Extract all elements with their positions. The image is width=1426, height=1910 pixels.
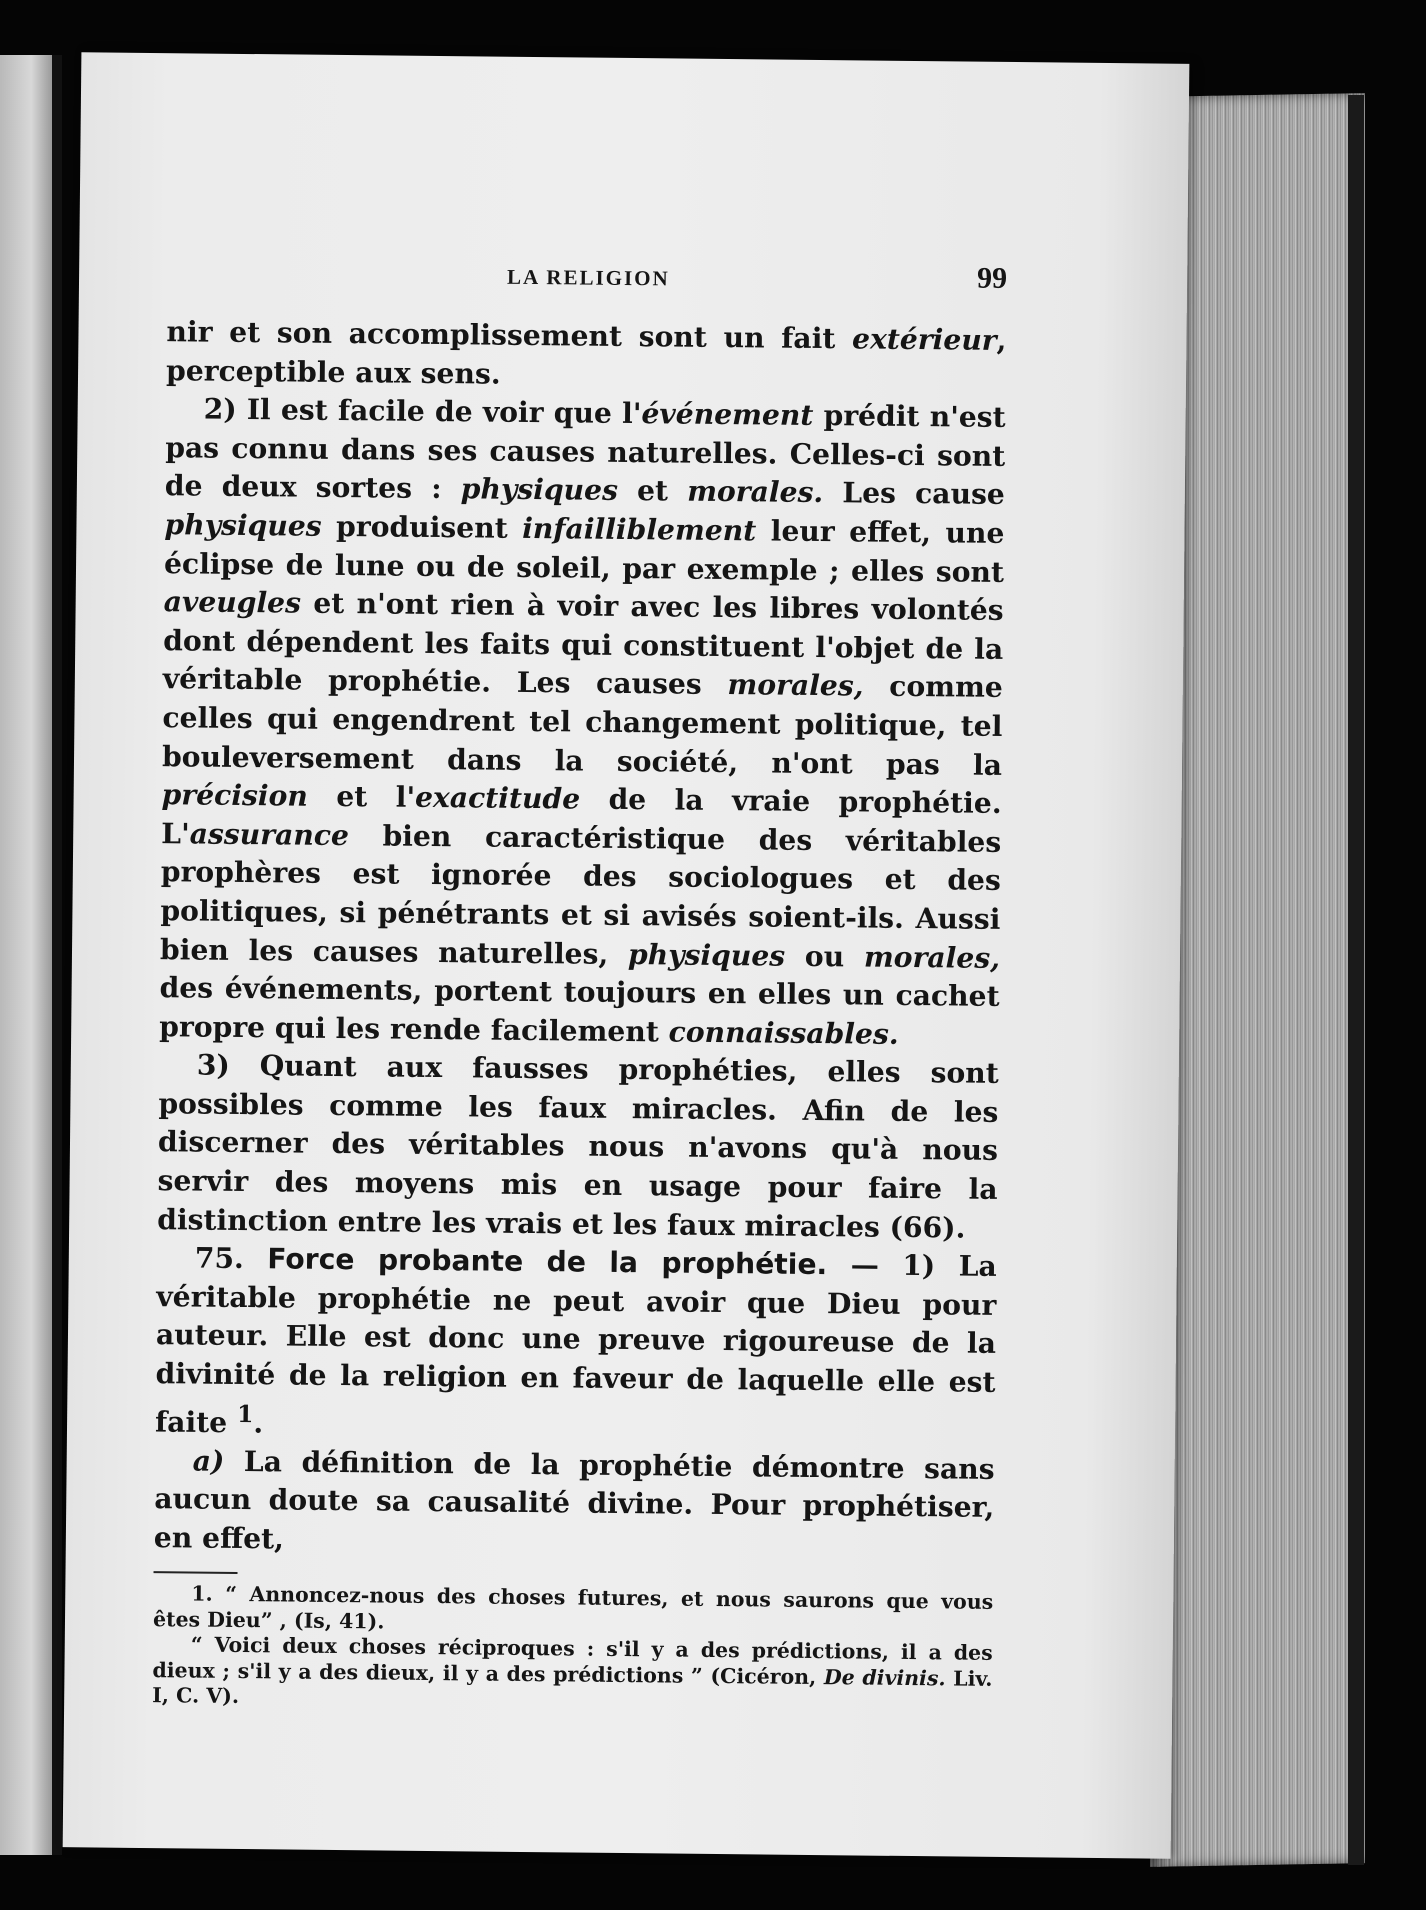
section-heading: Force probante de la prophétie. xyxy=(267,1242,828,1282)
italic-title: De divinis. xyxy=(823,1665,946,1691)
italic-term: extérieur xyxy=(851,322,997,357)
text-run: “ Voici deux choses réciproques : s'il y a des prédictions, il a des dieux ; s'il y a des dieux, il y a des prédictions ” (Cicéron, xyxy=(152,1632,993,1690)
paragraph-3: 3) Quant aux fausses prophéties, elles sont possibles comme les faux miracles. Afin de les discerner des véritables nous n'avons qu'à nous servir des moyens mis en usage pour faire la distinction entre les vrais et les faux miracles (66). xyxy=(157,1048,999,1245)
paragraph-2 xyxy=(159,390,1006,1055)
text-run: ou xyxy=(784,939,865,973)
italic-term: connaissables. xyxy=(668,1015,899,1051)
page-number: 99 xyxy=(976,261,1008,295)
text-run: et xyxy=(617,474,688,508)
italic-term: physiques xyxy=(627,937,786,973)
italic-term: aveugles xyxy=(163,585,302,620)
italic-term: infailliblement xyxy=(522,511,757,548)
book-fore-edge-shadow xyxy=(1348,95,1364,1865)
page-content xyxy=(152,253,1007,1718)
text-run: Liv. I, C. V). xyxy=(152,1666,993,1709)
text-run: et n'ont rien à voir avec les libres volontés dont dépendent les faits qui constituent l'objet de la véritable prophétie. Les causes xyxy=(162,586,1004,702)
footnote-2 xyxy=(152,1632,993,1717)
list-marker: a) xyxy=(192,1444,225,1478)
text-run: et l' xyxy=(307,779,416,814)
italic-term: physiques xyxy=(164,508,322,543)
text-run: La définition de la prophétie démontre sans aucun doute sa causalité divine. Pour prophétiser, en effet, xyxy=(153,1444,995,1556)
running-title: LA RELIGION xyxy=(506,264,670,291)
footnote-1: 1. “ Annoncez-nous des choses futures, et nous saurons que vous êtes Dieu” , (Is, 41). xyxy=(152,1581,994,1634)
text-run: 2) Il est facile de voir que l' xyxy=(203,392,642,431)
text-run: produisent xyxy=(321,509,523,545)
paragraph-a xyxy=(154,1442,995,1567)
text-run: . xyxy=(253,1406,264,1440)
section-number: 75. xyxy=(194,1241,268,1276)
paragraph-75 xyxy=(155,1239,997,1450)
text-run: des événements, portent toujours en elles un cachet propre qui les rende facilement xyxy=(159,971,1000,1049)
text-run: bien caractéristique des véritables prophères est ignorée des sociologues et des politiques, si pénétrants et si avisés soient-ils. Aussi bien les causes naturelles, xyxy=(159,818,1002,971)
running-head xyxy=(167,253,1008,322)
text-run: , perceptible aux sens. xyxy=(165,323,1007,391)
italic-term: événement xyxy=(641,397,814,433)
italic-term: assurance xyxy=(189,817,350,852)
italic-term: physiques xyxy=(460,472,619,508)
text-run: Les cause xyxy=(823,476,1006,512)
italic-term: morales. xyxy=(686,474,824,510)
text-run: leur effet, une éclipse de lune ou de soleil, par exemple ; elles sont xyxy=(163,514,1005,589)
italic-term: précision xyxy=(161,778,309,813)
footnotes xyxy=(152,1581,993,1717)
italic-term: morales, xyxy=(863,939,1001,975)
text-run: nir et son accomplissement sont un fait xyxy=(166,315,853,356)
body-text xyxy=(154,313,1007,1566)
left-facing-page-edge xyxy=(0,55,62,1855)
text-run: de la vraie prophétie. L' xyxy=(161,782,1002,851)
italic-term: morales, xyxy=(727,668,864,703)
footnote-divider xyxy=(154,1571,238,1574)
italic-term: exactitude xyxy=(414,780,581,816)
text-run: comme celles qui engendrent tel changement politique, tel bouleversement dans la société, n'ont pas la xyxy=(161,669,1003,782)
book-page xyxy=(63,52,1190,1859)
text-run: prédit n'est pas connu dans ses causes naturelles. Celles-ci sont de deux sortes : xyxy=(164,399,1006,506)
text-run: — 1) La véritable prophétie ne peut avoir que Dieu pour auteur. Elle est donc une preuve rigoureuse de la divinité de la religion en faveur de laquelle elle est faite xyxy=(154,1248,997,1439)
paragraph-continuation xyxy=(166,313,1007,399)
footnote-ref[interactable]: 1 xyxy=(236,1399,254,1428)
